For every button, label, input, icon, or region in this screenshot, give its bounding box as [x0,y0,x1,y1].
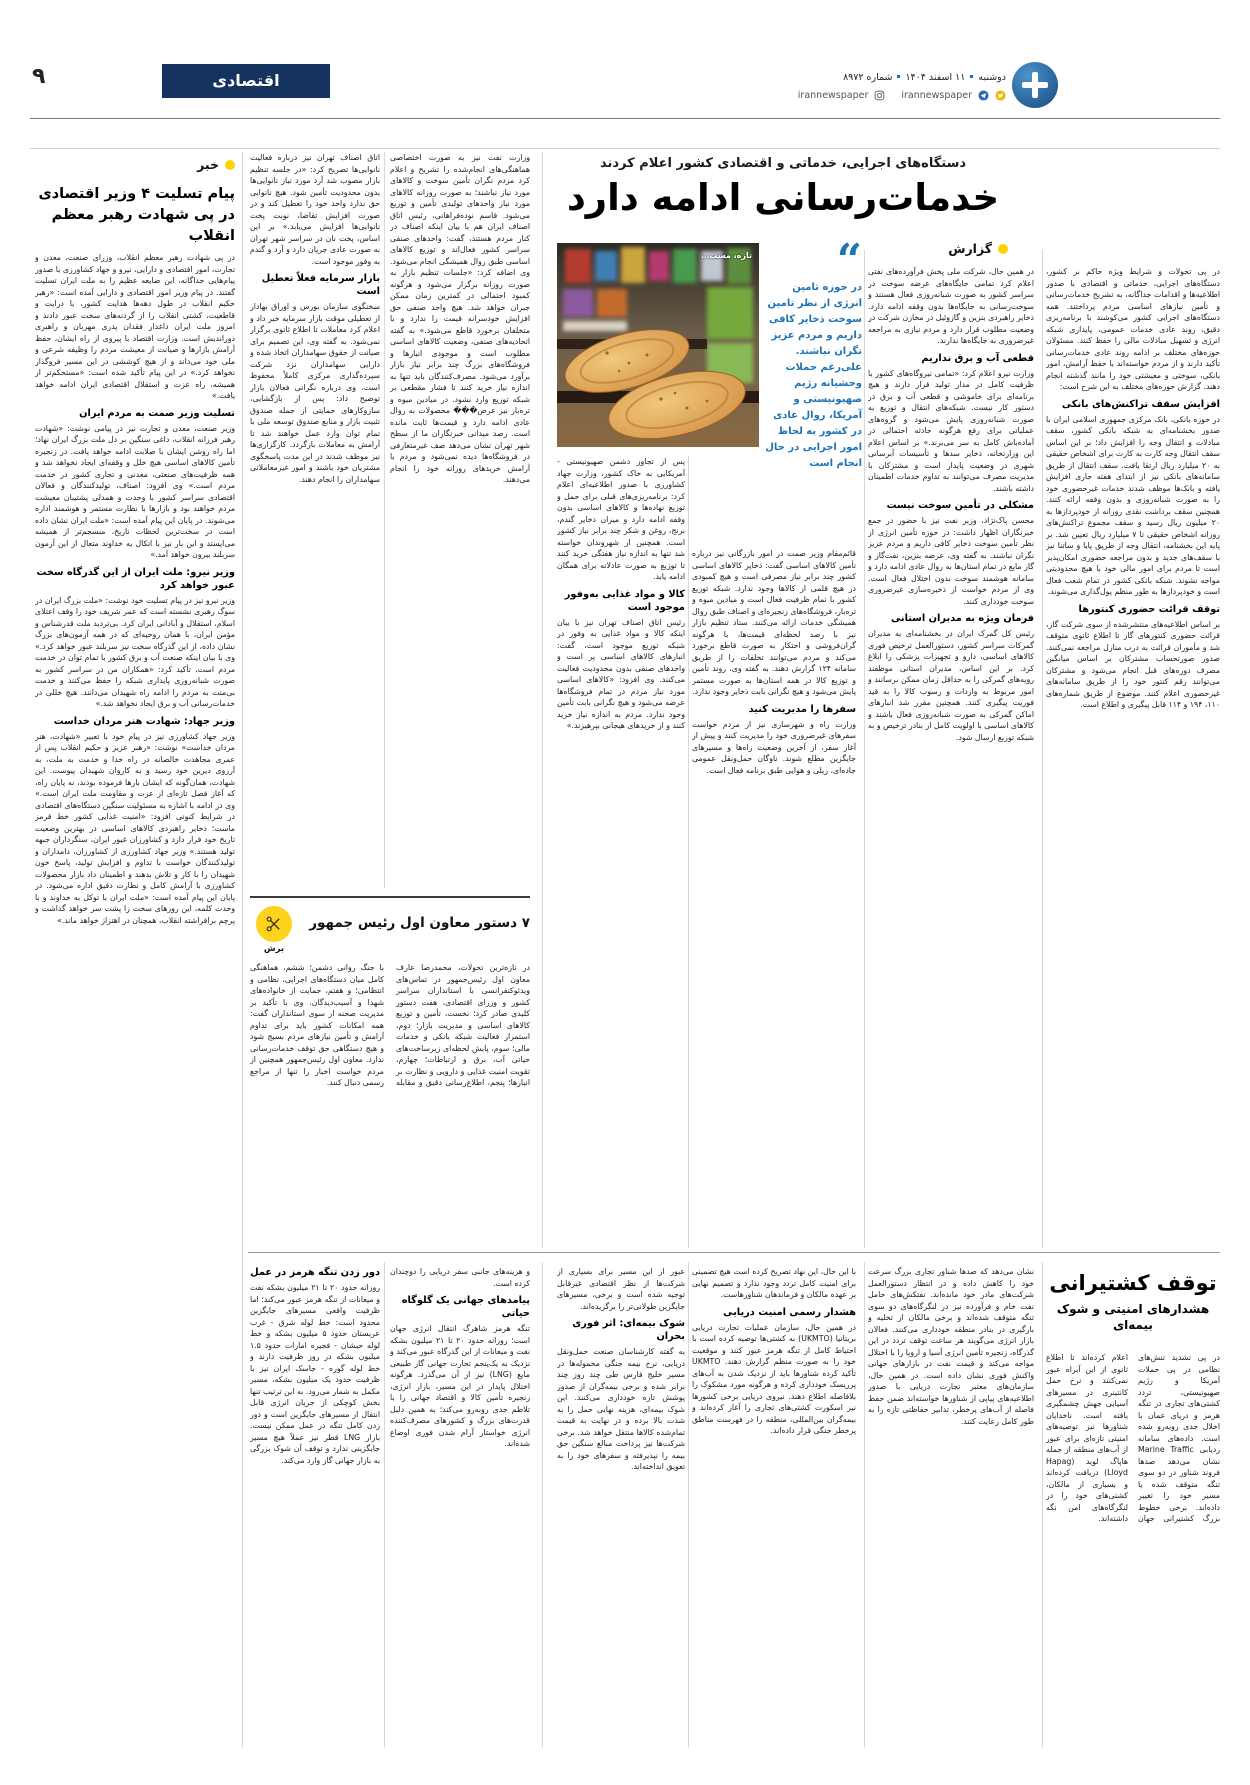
hormuz-column-2 [868,1266,1034,1748]
body-text: به گفته کارشناسان صنعت حمل‌ونقل دریایی، نرخ بیمه جنگی محموله‌ها در مسیر خلیج فارس طی چند روز چند برابر شده و برخی بیمه‌گران از صدور پوشش تازه خودداری می‌کنند. این شوک بیمه‌ای، هزینه نهایی حمل را به شدت بالا برده و در نهایت به قیمت تمام‌شده کالاها منتقل خواهد شد. برخی شرکت‌ها نیز پرداخت مبالغ سنگین حق بیمه را نپذیرفته و سفرهای خود را به تعویق انداخته‌اند. [557,1347,685,1471]
subhead-maritime-warning: هشدار رسمی امنیت دریایی [723,1306,856,1318]
subhead-fuel-ok: مشکلی در تأمین سوخت نیست [886,500,1034,511]
body-text: پس از تجاوز دشمن صهیونیستی - آمریکایی به خاک کشور، وزارت جهاد کشاورزی با صدور اطلاعیه‌ای اعلام کرد: برنامه‌ریزی‌های قبلی برای حمل و توزیع نهاده‌ها و کالاهای اساسی بدون وقفه ادامه دارد و میزان ذخایر گندم، برنج، روغن و شکر چند برابر نیاز کشور است. همچنین از شهروندان خواسته شد تنها به اندازه نیاز هفتگی خرید کنند تا توزیع به صورت عادلانه برای همگان ادامه یابد. [557,457,685,581]
social-row [700,90,1006,101]
report-column-3 [692,548,856,1248]
subhead-jahad-condolence: وزیر جهاد: شهادت هنر مردان خداست [53,715,235,727]
bottom-section-rule [248,1252,1220,1253]
subhead-insurance-shock: شوک بیمه‌ای: اثر فوری بحران [572,1318,685,1342]
section-tag-news [35,157,235,172]
report-column-5 [390,152,530,888]
report-column-6 [250,152,380,888]
scissors-icon [256,906,292,942]
section-bar: اقتصادی [162,64,330,98]
twitter-icon [995,90,1006,101]
body-text: در حوزه بانکی، بانک مرکزی جمهوری اسلامی ایران با صدور بخشنامه‌ای به شبکه بانکی کشور، سقف مبادلات و انتقال وجه را افزایش داد؛ بر این اساس سقف انتقال وجه کارت به کارت برای اشخاص حقیقی به ۲۰ میلیارد ریال ارتقا یافت. سقف انتقال از طریق سامانه‌های بانکی نیز از ابتدای هفته جاری افزایش یافته و بانک‌ها موظف شدند خدمات غیرحضوری خود را به صورت شبانه‌روزی و بدون وقفه ارائه کنند. همچنین سقف برداشت نقدی روزانه از خودپردازها به ۲۰ میلیون ریال رسید و سقف مجموع تراکنش‌های روزانه اشخاص حقیقی تا ۷ میلیارد ریال تعیین شد. بر پایه این بخشنامه، انتقال وجه از طریق پایا و ساتنا نیز با سقف‌های جدید و بدون مراجعه حضوری امکان‌پذیر است تا مردم برای امور مالی خود با هیچ محدودیتی مواجه نشوند. شبکه بانکی کشور در تمام شعب فعال است و خودپردازها به طور منظم پول‌گذاری می‌شوند. [1046,414,1220,596]
body-text: وزارت راه و شهرسازی نیز از مردم خواست سفرهای غیرضروری خود را مدیریت کنند و پیش از آغاز سفر، از آخرین وضعیت راه‌ها و مسیرهای جایگزین مطلع شوند. ناوگان حمل‌ونقل عمومی جاده‌ای، ریلی و هوایی طبق برنامه فعال است. [692,719,856,775]
divider [688,456,689,1248]
body-text: در پی شهادت رهبر معظم انقلاب، وزرای صنعت، معدن و تجارت، امور اقتصادی و دارایی، نیرو و جهاد کشاورزی با صدور پیام‌هایی جداگانه، این ضایعه عظیم را به ملت ایران تسلیت گفتند. در پیام وزیر امور اقتصادی و دارایی آمده است: «رهبر حکیم انقلاب در طول دهه‌ها هدایت کشور، با درایت و قاطعیت، کشتی انقلاب را از گردنه‌های سخت عبور دادند و امروز ملت ایران داغدار فقدان پدری مهربان و راهبری دوراندیش است. وزارت اقتصاد با پیروی از راه ایشان، حفظ آرامش بازارها و صیانت از معیشت مردم را وظیفه شرعی و ملی خود می‌داند و از هیچ کوششی در این مسیر فروگذار نخواهد کرد.» در این پیام تأکید شده است: «مستحکم‌تر از همیشه، راه عزت و استقلال اقتصادی ایران ادامه خواهد یافت.» [35,253,235,400]
body-text: وزیر صنعت، معدن و تجارت نیز در پیامی نوشت: «شهادت رهبر فرزانه انقلاب، داغی سنگین بر دل ملت بزرگ ایران نهاد؛ اما راه روشن ایشان با صلابت ادامه خواهد یافت. در زنجیره تأمین کالاهای اساسی هیچ خلل و وقفه‌ای ایجاد نخواهد شد و همه ظرفیت‌های صنعتی، معدنی و تجاری کشور در خدمت مردم است.» وی افزود: اصناف، تولیدکنندگان و فعالان اقتصادی سراسر کشور با وحدت و همدلی پشتیبان معیشت مردم خواهند بود و بازارها با نظارت مستمر و هوشمند اداره می‌شوند. در پایان این پیام آمده است: «ملت ایران نشان داده است در سخت‌ترین لحظات تاریخ، منسجم‌تر از همیشه می‌ایستد و این بار نیز با اتکال به خداوند متعال از این آزمون سربلند بیرون خواهد آمد.» [35,423,235,559]
telegram-icon [978,90,989,101]
iran-plus-logo [1012,62,1058,108]
divider [542,152,543,1248]
hormuz-column-4 [557,1266,685,1748]
body-text: نشان می‌دهد که صدها شناور تجاری بزرگ سرعت خود را کاهش داده و در انتظار دستورالعمل شرکت‌های مادر خود مانده‌اند. نفتکش‌های حامل نفت خام و فرآورده نیز در لنگرگاه‌های دو سوی تنگه متوقف شده‌اند و برخی مالکان از تخلیه و بارگیری در بنادر منطقه خودداری می‌کنند. فعالان بازار انرژی می‌گویند هر ساعت توقف تردد در این گذرگاه، زنجیره تأمین انرژی آسیا و اروپا را با اختلال مواجه می‌کند و قیمت نفت در بازارهای جهانی واکنش فوری نشان داده است. در همین حال، سازمان‌های معتبر تجارت دریایی با صدور اطلاعیه‌های پیاپی از شناورها خواسته‌اند ضمن حفظ فاصله از آب‌های پرخطر، تدابیر حفاظتی تازه را به طور کامل رعایت کنند. [868,1267,1034,1426]
plus-icon [1022,82,1048,88]
body-text: وزارت نیرو اعلام کرد: «تمامی نیروگاه‌های کشور با ظرفیت کامل در مدار تولید قرار دارند و هیچ برنامه‌ای برای خاموشی و قطعی آب و برق در دستور کار نیست. شبکه‌های انتقال و توزیع به صورت شبانه‌روزی پایش می‌شود و گروه‌های عملیاتی برای رفع هرگونه حادثه احتمالی در آماده‌باش کامل به سر می‌برند.» بر اساس اعلام این وزارتخانه، ذخایر سدها و تأسیسات آبرسانی شهری در وضعیت پایدار است و مشترکان با مدیریت مصرف می‌توانند به تداوم خدمات اطمینان داشته باشند. [868,368,1034,493]
subhead-stock-market: بازار سرمایه فعلاً تعطیل است [261,273,380,297]
hormuz-headline-line2: هشدارهای امنیتی و شوک بیمه‌ای [1056,1302,1210,1332]
separator-square [897,75,900,78]
header-rule [30,118,1220,119]
news-column [35,252,235,1748]
subhead-bank-limits: افزایش سقف تراکنش‌های بانکی [1061,398,1220,410]
subhead-manage-trips: سفرها را مدیریت کنید [748,703,856,715]
instagram-icon [874,90,885,101]
page-number: ۹ [32,64,46,89]
section-tag-label: گزارش [948,241,992,256]
content-top-rule [30,148,1220,149]
body-text: در تازه‌ترین تحولات، محمدرضا عارف معاون اول رئیس‌جمهور در تماس‌های ویدئوکنفرانسی با استانداران سراسر کشور و وزرای اقتصادی، هفت دستور کلیدی صادر کرد؛ نخست، تأمین و توزیع کالاهای اساسی و مدیریت بازار؛ دوم، استمرار فعالیت شبکه بانکی و خدمات مالی؛ سوم، پایش لحظه‌ای زیرساخت‌های حیاتی آب، برق و ارتباطات؛ چهارم، تقویت امنیت غذایی و دارویی و نظارت بر انبارها؛ پنجم، اطلاع‌رسانی دقیق و مقابله با جنگ روانی دشمن؛ ششم، هماهنگی کامل میان دستگاه‌های اجرایی، نظامی و انتظامی؛ و هفتم، حمایت از خانواده‌های شهدا و آسیب‌دیدگان. وی با تأکید بر مدیریت صحنه از سوی استانداران گفت: همه امکانات کشور باید برای تداوم آرامش و تأمین نیازهای مردم بسیج شود و هیچ دستگاهی حق توقف خدمات‌رسانی ندارد. معاون اول رئیس‌جمهور همچنین از مردم خواست اخبار را تنها از مراجع رسمی دنبال کنند. [250,963,530,1087]
report-column-2 [868,266,1034,1248]
news-headline: پیام تسلیت ۴ وزیر اقتصادی در پی شهادت رهبر معظم انقلاب [38,186,235,244]
body-text: در پی تحولات و شرایط ویژه حاکم بر کشور، دستگاه‌های اجرایی، خدماتی و اقتصادی با صدور اطلاعیه‌ها و اقدامات جداگانه، به تشریح خدمات‌رسانی و تأمین نیازهای اساسی مردم پرداختند. همه دستگاه‌های اجرایی کشور می‌کوشند با برنامه‌ریزی دقیق، روند عادی خدمات عمومی، پایداری شبکه انرژی و تسهیل مبادلات مالی را حفظ کنند. مسئولان حوزه‌های مختلف بر ادامه روند عادی خدمات‌رسانی تأکید دارند و از مردم خواسته‌اند با حفظ آرامش، امور بانکی، سوختی و معیشتی خود را مانند گذشته انجام دهند. گزارش حوزه‌های مختلف به این شرح است: [1046,267,1220,391]
divider [1042,1262,1043,1748]
yellow-dot-icon [998,244,1008,254]
body-text: رئیس اتاق اصناف تهران نیز با بیان اینکه کالا و مواد غذایی به وفور در شبکه توزیع موجود است، گفت: انبارهای کالاهای اساسی پر است و واحدهای صنفی بدون محدودیت فعالیت می‌کنند. وی افزود: «کالاهای اساسی مورد نیاز مردم در تمام فروشگاه‌ها عرضه می‌شود و هیچ نگرانی بابت تأمین وجود ندارد. مردم به اندازه نیاز خرید کنند و از خریدهای هیجانی بپرهیزند.» [557,617,685,730]
article-photo [557,243,759,447]
cut-box-title: ۷ دستور معاون اول رئیس جمهور [309,915,530,931]
report-column-1 [1046,266,1220,1248]
divider [384,152,385,888]
issue-number: شماره ۸۹۷۲ [843,72,893,83]
section-tag-label: خبر [197,157,219,172]
subhead-samt-condolence: تسلیت وزیر صمت به مردم ایران [79,407,235,419]
separator-square [970,75,973,78]
body-text: عبور از این مسیر برای بسیاری از شرکت‌ها از نظر اقتصادی غیرقابل توجیه شده است و برخی، مسیرهای جایگزین طولانی‌تر را برگزیده‌اند. [557,1267,685,1311]
cut-box-header [250,898,530,954]
hormuz-column-6 [250,1266,380,1748]
hormuz-column-1 [1046,1352,1220,1748]
report-column-4 [557,456,685,1248]
divider [384,1262,385,1748]
yellow-dot-icon [225,160,235,170]
cut-box [250,896,530,1250]
body-text: وزیر جهاد کشاورزی نیز در پیام خود با تعبیر «شهادت، هنر مردان خداست» نوشت: «رهبر عزیز و حکیم انقلاب پس از عمری مجاهدت خالصانه در راه خدا و خدمت به ملت، به آرزوی دیرین خود رسید و به کاروان شهیدان پیوست. این شهادت، همان‌گونه که ایشان بارها فرموده بودند، نه پایان راه، که آغاز فصل تازه‌ای از عزت و مقاومت ملت ایران است.» وی در ادامه با اشاره به مسئولیت سنگین دستگاه‌های اقتصادی در شرایط کنونی افزود: «امنیت غذایی کشور خط قرمز ماست؛ ذخایر راهبردی کالاهای اساسی در بهترین وضعیت تاریخ خود قرار دارد و کشاورزان غیور ایران، سنگرداران جبهه تولید هستند.» وزیر جهاد کشاورزی از کشاورزان، دامداران و تولیدکنندگان خواست با تداوم و افزایش تولید، پاسخ خون شهیدان را با کار و تلاش بدهند و اطمینان داد بازار محصولات کشاورزی با آرامش کامل و نظارت دقیق اداره می‌شود. در پایان این پیام آمده است: «ملت ایران با توکل به خداوند و با وحدت کلمه، این روزهای سخت را پشت سر خواهد گذاشت و پرچم برافراشته انقلاب، همچنان در اهتزاز خواهد ماند.» [35,731,235,925]
body-text: در پی تشدید تنش‌های نظامی در پی حملات آمریکا و رژیم صهیونیستی، تردد کشتی‌های تجاری در تنگه هرمز و دریای عمان با اخلال جدی روبه‌رو شده است. داده‌های سامانه ردیابی Marine Traffic نشان می‌دهد صدها فروند شناور در دو سوی تنگه متوقف شده یا مسیر خود را تغییر داده‌اند. برخی خطوط بزرگ کشتیرانی جهان اعلام کرده‌اند تا اطلاع ثانوی از این آبراه عبور نمی‌کنند و نرخ حمل کانتینری در مسیرهای آسیایی جهش چشمگیری یافته است. ناخدایان شناورها نیز توصیه‌های امنیتی تازه‌ای برای عبور از آب‌های منطقه از جمله هاپاگ لوید (Hapag Lloyd) دریافت کرده‌اند و بسیاری از مالکان، کشتی‌های خود را در لنگرگاه‌های امن نگه داشته‌اند. [1046,1353,1220,1523]
pull-quote-text: در حوزه تامین انرژی از نظر تامین سوخت ذخایر کافی داریم و مردم عزیز نگران نباشند. علی‌رغم حملات وحشیانه رژیم صهیونیستی و آمریکا، روال عادی در کشور به لحاظ امور اجرایی در حال انجام است [765,282,862,469]
bread-photo-illustration [557,243,759,447]
photo-overlay-label: تازه، مست… [701,251,752,260]
quote-mark-icon: “ [836,235,862,286]
hormuz-headline [1046,1270,1220,1333]
body-text: با این حال، این نهاد تصریح کرده است هیچ تضمینی برای امنیت کامل تردد وجود ندارد و تصمیم نهایی بر عهده مالکان و فرماندهان شناورهاست. [692,1267,856,1299]
body-text: وزیر نیرو نیز در پیام تسلیت خود نوشت: «ملت بزرگ ایران در سوگ رهبری نشسته است که عمر شریف خود را وقف اعتلای اسلام، استقلال و آبادانی ایران کرد. بی‌تردید ملت قدرشناس و مؤمن ایران، با همان روحیه‌ای که در همه آزمون‌های بزرگ نشان داده، از این گذرگاه سخت نیز سربلند عبور خواهد کرد.» وی با بیان اینکه صنعت آب و برق کشور با تمام توان در خدمت مردم است، تأکید کرد: «همکاران من در سراسر کشور به صورت شبانه‌روزی پایداری شبکه را حفظ می‌کنند و خدمت بی‌منت به مردم را ادامه راه شهیدان می‌دانند. هیچ خللی در خدمات‌رسانی آب و برق ایجاد نخواهد شد.» [35,595,235,708]
body-text: اتاق اصناف تهران نیز درباره فعالیت نانوایی‌ها تصریح کرد: «در جلسه تنظیم بازار مصوب شد آرد مورد نیاز نانوایی‌ها بدون محدودیت تأمین شود. هیچ نانوایی حق ندارد واحد خود را تعطیل کند و در صورت افزایش تقاضا، نوبت پخت نانوایی‌ها افزایش می‌یابد.» بر این اساس، پخت نان در سراسر شهر تهران به صورت عادی جریان دارد و آرد و گندم به وفور موجود است. [250,153,380,266]
report-kicker: دستگاه‌های اجرایی، خدماتی و اقتصادی کشور اعلام کردند [599,156,967,171]
divider [1042,250,1043,1248]
body-text: سخنگوی سازمان بورس و اوراق بهادار از تعطیلی موقت بازار سرمایه خبر داد و اعلام کرد معاملات تا اطلاع ثانوی برگزار نمی‌شود. به گفته وی، این تصمیم برای صیانت از حقوق سهامداران اتخاذ شده و دارایی سهامداران نزد شرکت سپرده‌گذاری مرکزی کاملاً محفوظ است. وی درباره نگرانی فعالان بازار توضیح داد: پس از بازگشایی، سازوکارهای حمایتی از جمله صندوق تثبیت بازار و منابع صندوق توسعه ملی با تمام توان وارد عمل خواهند شد تا آرامش به معاملات بازگردد. کارگزاری‌ها نیز موظف شدند در این مدت پاسخگوی مشتریان خود باشند و امور غیرمعاملاتی سهامداران را انجام دهند. [250,302,380,484]
divider [542,1262,543,1748]
social-handle-telegram[interactable]: irannewspaper [901,90,972,101]
social-handle-instagram[interactable]: irannewspaper [797,90,869,101]
section-tag-report [868,241,1008,256]
cut-icon-block [250,898,298,954]
dateline [700,72,1006,83]
divider [688,1262,689,1748]
body-text: تنگه هرمز شاهرگ انتقال انرژی جهان است؛ روزانه حدود ۲۰ تا ۲۱ میلیون بشکه نفت و میعانات از این گذرگاه عبور می‌کند و نزدیک به یک‌پنجم تجارت جهانی گاز طبیعی مایع (LNG) نیز از آن می‌گذرد. هرگونه اختلال پایدار در این مسیر، بازار انرژی، زنجیره تأمین کالا و اقتصاد جهانی را با تلاطم جدی روبه‌رو می‌کند؛ به همین دلیل قدرت‌های بزرگ و کشورهای مصرف‌کننده انرژی خواستار آرام شدن فوری اوضاع شده‌اند. [390,1324,530,1448]
hormuz-column-3 [692,1266,856,1748]
subhead-global-chokepoint: پیامدهای جهانی یک گلوگاه حیاتی [401,1295,530,1319]
body-text: روزانه حدود ۲۰ تا ۲۱ میلیون بشکه نفت و میعانات از تنگه هرمز عبور می‌کند؛ اما ظرفیت واقعی مسیرهای جایگزین محدود است: خط لوله شرق - غرب عربستان حدود ۵ میلیون بشکه و خط لوله حبشان - فجیره امارات حدود ۱.۵ میلیون بشکه در روز ظرفیت دارند و خط لوله گوره - جاسک ایران نیز با ظرفیت حدود یک میلیون بشکه، مسیر مکمل به شمار می‌رود. به این ترتیب تنها بخش کوچکی از جریان انرژی قابل انتقال از مسیرهای جایگزین است و دور زدن کامل تنگه در عمل ممکن نیست. بازار LNG قطر نیز عملاً هیچ مسیر جایگزینی ندارد و توقف آن شوک بزرگی به بازار جهانی گاز وارد می‌کند. [250,1283,380,1465]
body-text: رئیس کل گمرک ایران در بخشنامه‌ای به مدیران گمرکات سراسر کشور، دستورالعمل ترخیص فوری کالاهای اساسی، دارو و تجهیزات پزشکی را ابلاغ کرد. بر این اساس، مدیران استانی موظفند رویه‌های گمرکی را به حداقل زمان ممکن برسانند و امور مربوط به واردات و رسوب کالا را به قید فوریت پیگیری کنند. همچنین مقرر شد انبارهای اماکن گمرکی به صورت شبانه‌روزی فعال باشند و کالاهای اساسی با اولویت کامل از بنادر ترخیص و به شبکه توزیع ارسال شود. [868,629,1034,742]
body-text: و هزینه‌های جانبی سفر دریایی را دوچندان کرده است. [390,1267,530,1288]
subhead-no-outage: قطعی آب و برق نداریم [921,352,1034,364]
body-text: بر اساس اطلاعیه‌های منتشرشده از سوی شرکت گاز، قرائت حضوری کنتورهای گاز تا اطلاع ثانوی متوقف شد و مأموران قرائت به درب منازل مراجعه نمی‌کنند. صدور صورتحساب مشترکان بر اساس میانگین مصرف دوره‌های قبل انجام می‌شود و مشترکان می‌توانند رقم کنتور خود را از طریق سامانه‌های غیرحضوری اعلام کنند. موضوع از طریق شماره‌های ۱۱۰، ۱۹۴ و ۱۱۴ قابل پیگیری و اطلاع است. [1046,619,1220,709]
hormuz-headline-line1: توقف کشتیرانی [1049,1271,1217,1295]
body-text: در همین حال، شرکت ملی پخش فرآورده‌های نفتی اعلام کرد تمامی جایگاه‌های عرضه سوخت در سراسر کشور به صورت شبانه‌روزی فعال هستند و سوخت‌رسانی به جایگاه‌ها بدون وقفه ادامه دارد. ذخایر راهبردی بنزین و گازوئیل در مخازن شرکت در وضعیت مطلوب قرار دارد و مردم نیازی به مراجعه غیرضروری به جایگاه‌ها ندارند. [868,267,1034,345]
subhead-food-plenty: کالا و مواد غذایی به‌وفور موجود است [564,588,685,613]
cut-label: برش [263,944,285,954]
subhead-bypass-hormuz: دور زدن تنگه هرمز در عمل [250,1267,380,1278]
weekday: دوشنبه [978,72,1006,83]
divider [242,152,243,1748]
report-headline: خدمات‌رسانی ادامه دارد [566,176,1000,219]
date: ۱۱ اسفند ۱۴۰۴ [905,72,966,83]
cut-box-body [250,962,530,1218]
body-text: قائم‌مقام وزیر صمت در امور بازرگانی نیز درباره تأمین کالاهای اساسی گفت: ذخایر کالاهای اساسی کشور چند برابر نیاز مصرفی است و هیچ کمبودی در هیچ قلمی از کالاها وجود ندارد. شبکه توزیع کشور با تمام ظرفیت فعال است و میادین میوه و تره‌بار، فروشگاه‌های زنجیره‌ای و اصناف طبق روال همیشگی خدمات ارائه می‌کنند. ستاد تنظیم بازار نیز با رصد لحظه‌ای قیمت‌ها، با هرگونه گران‌فروشی و احتکار به صورت قاطع برخورد می‌کند و مردم می‌توانند تخلفات را از طریق سامانه ۱۲۴ گزارش دهند. به گفته وی، روند تأمین و توزیع کالا در همه استان‌ها به صورت مستمر پایش می‌شود و هیچ نگرانی بابت ذخایر وجود ندارد. [692,549,856,696]
divider [864,1262,865,1748]
subhead-meter-reading: توقف قرائت حضوری کنتورها [1078,603,1220,615]
pull-quote [762,235,862,482]
body-text: محسن پاک‌نژاد، وزیر نفت نیز با حضور در جمع خبرنگاران اظهار داشت: در حوزه تأمین انرژی از نظر تأمین سوخت ذخایر کافی داریم و مردم عزیز نگران نباشند. به گفته وی، عرضه بنزین، نفت‌گاز و گاز مایع در تمام استان‌ها به روال عادی ادامه دارد و سامانه هوشمند سوخت بدون اختلال فعال است. وی از مردم خواست از ذخیره‌سازی غیرضروری سوخت خودداری کنند. [868,516,1034,606]
subhead-niroo-condolence: وزیر نیرو: ملت ایران از این گذرگاه سخت عبور خواهد کرد [36,566,235,591]
body-text: در همین حال، سازمان عملیات تجارت دریایی بریتانیا (UKMTO) به کشتی‌ها توصیه کرده است با احتیاط کامل از تنگه هرمز عبور کنند و موقعیت خود را به صورت منظم گزارش دهند. UKMTO تأکید کرده شناورها باید از نزدیک شدن به آب‌های پرریسک خودداری کرده و هرگونه مورد مشکوک را بلافاصله اطلاع دهند. نیروی دریایی برخی کشورها نیز اسکورت کشتی‌های تجاری را آغاز کرده‌اند و بیمه‌گران بین‌المللی، منطقه را در فهرست مناطق پرخطر جنگی قرار داده‌اند. [692,1322,856,1435]
hormuz-column-5 [390,1266,530,1748]
subhead-province-order: فرمان ویژه به مدیران استانی [890,613,1034,624]
body-text: وزارت نفت نیز به صورت اختصاصی هماهنگی‌های انجام‌شده را تشریح و اعلام کرد مردم نگران تأمین سوخت و کالاهای مورد نیاز نباشند؛ به صورت روزانه کالاهای مورد نیاز واحدهای تولیدی تأمین و توزیع می‌شود. قاسم نوده‌فراهانی، رئیس اتاق اصناف ایران هم با بیان اینکه اصناف در کنار مردم هستند، گفت: واحدهای صنفی سراسر کشور فعال‌اند و توزیع کالاهای اساسی طبق روال همیشگی انجام می‌شود. وی اضافه کرد: «جلسات تنظیم بازار به صورت روزانه برگزار می‌شود و هرگونه کمبود احتمالی در کمترین زمان ممکن جبران خواهد شد. هیچ واحد صنفی حق افزایش خودسرانه قیمت را ندارد و با متخلفان برخورد قاطع می‌شود.» به گفته اتحادیه‌های صنفی، وضعیت کالاهای اساسی مطلوب است و موجودی انبارها و فروشگاه‌های بزرگ چند برابر نیاز بازار برآورد می‌شود. مصرف‌کنندگان باید تنها به اندازه نیاز خرید کنند تا فشار مقطعی بر شبکه توزیع وارد نشود. در میادین میوه و تره‌بار نیز عرض��� محصولات به روال عادی ادامه دارد و قیمت‌ها ثابت مانده است. رصد میدانی خبرنگاران ما از سطح شهر تهران نشان می‌دهد صف غیرمتعارفی در فروشگاه‌ها دیده نمی‌شود و مردم با آرامش خریدهای روزانه خود را انجام می‌دهند. [390,153,530,484]
divider [864,250,865,1248]
